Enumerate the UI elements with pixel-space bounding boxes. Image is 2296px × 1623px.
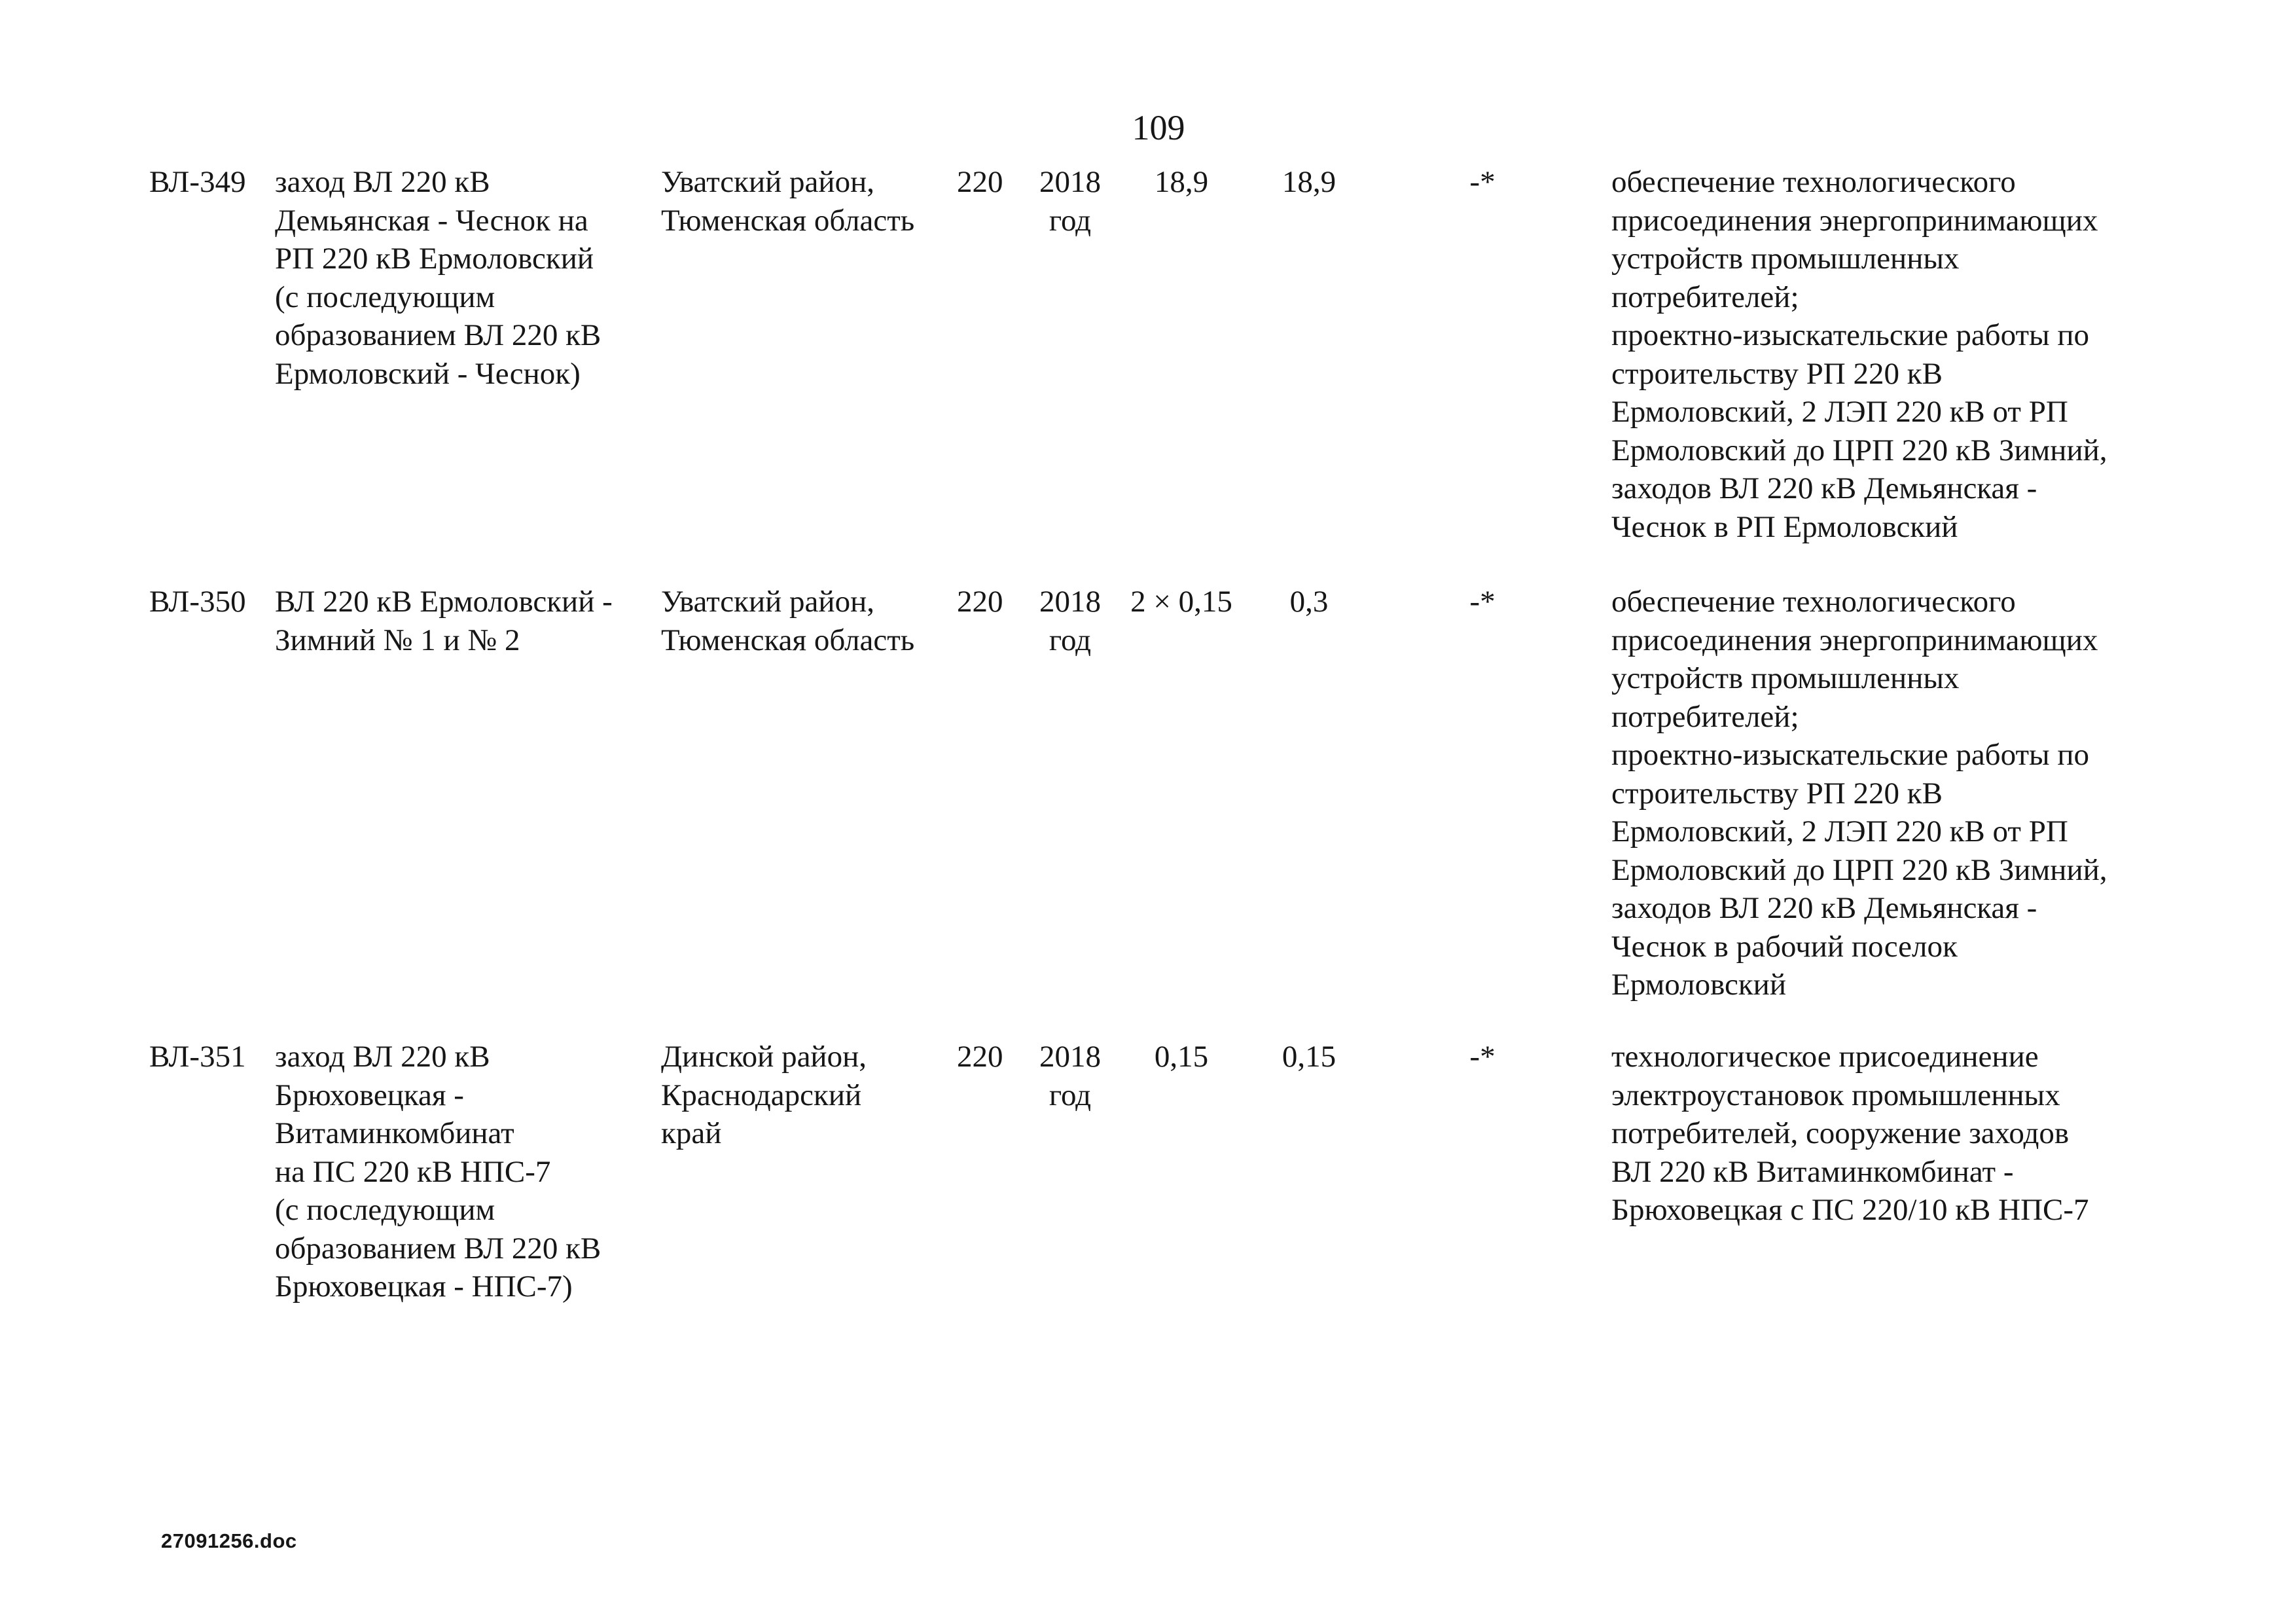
line-capacity: -*	[1469, 1040, 1496, 1074]
line-code: ВЛ-350	[149, 585, 246, 619]
line-name: заход ВЛ 220 кВ Демьянская - Чеснок на РП 220 кВ Ермоловский (с последующим образованием ВЛ 220 кВ Ермоловский - Чеснок)	[275, 165, 601, 391]
line-length-total: 0,3	[1289, 585, 1329, 619]
line-voltage: 220	[957, 165, 1003, 199]
line-code: ВЛ-349	[149, 165, 246, 199]
line-region: Уватский район, Тюменская область	[661, 585, 915, 657]
line-region: Динской район, Краснодарский край	[661, 1040, 867, 1150]
line-length-circuit: 0,15	[1154, 1040, 1209, 1074]
line-length-total: 0,15	[1282, 1040, 1336, 1074]
line-year: 2018 год	[1039, 165, 1101, 238]
line-voltage: 220	[957, 585, 1003, 619]
line-voltage: 220	[957, 1040, 1003, 1074]
document-filename: 27091256.doc	[161, 1529, 297, 1552]
line-code: ВЛ-351	[149, 1040, 246, 1074]
line-length-total: 18,9	[1282, 165, 1336, 199]
line-purpose: технологическое присоединение электроустановок промышленных потребителей, сооружение заходов ВЛ 220 кВ Витаминкомбинат - Брюховецкая с ПС 220/10 кВ НПС-7	[1611, 1040, 2089, 1227]
page-number: 109	[1132, 108, 1185, 147]
line-name: ВЛ 220 кВ Ермоловский - Зимний № 1 и № 2	[275, 585, 613, 657]
line-year: 2018 год	[1039, 585, 1101, 657]
line-name: заход ВЛ 220 кВ Брюховецкая - Витаминкомбинат на ПС 220 кВ НПС-7 (с последующим образованием ВЛ 220 кВ Брюховецкая - НПС-7)	[275, 1040, 601, 1304]
line-purpose: обеспечение технологического присоединения энергопринимающих устройств промышленных потребителей; проектно-изыскательские работы по строительству РП 220 кВ Ермоловский, 2 ЛЭП 220 кВ от РП Ермоловский до ЦРП 220 кВ Зимний, заходов ВЛ 220 кВ Демьянская - Чеснок в рабочий поселок Ермоловский	[1611, 585, 2108, 1002]
line-length-circuit: 2 × 0,15	[1130, 585, 1232, 619]
line-capacity: -*	[1469, 585, 1496, 619]
line-purpose: обеспечение технологического присоединения энергопринимающих устройств промышленных потребителей; проектно-изыскательские работы по строительству РП 220 кВ Ермоловский, 2 ЛЭП 220 кВ от РП Ермоловский до ЦРП 220 кВ Зимний, заходов ВЛ 220 кВ Демьянская - Чеснок в РП Ермоловский	[1611, 165, 2108, 544]
line-length-circuit: 18,9	[1154, 165, 1209, 199]
line-year: 2018 год	[1039, 1040, 1101, 1112]
line-region: Уватский район, Тюменская область	[661, 165, 915, 238]
line-capacity: -*	[1469, 165, 1496, 199]
